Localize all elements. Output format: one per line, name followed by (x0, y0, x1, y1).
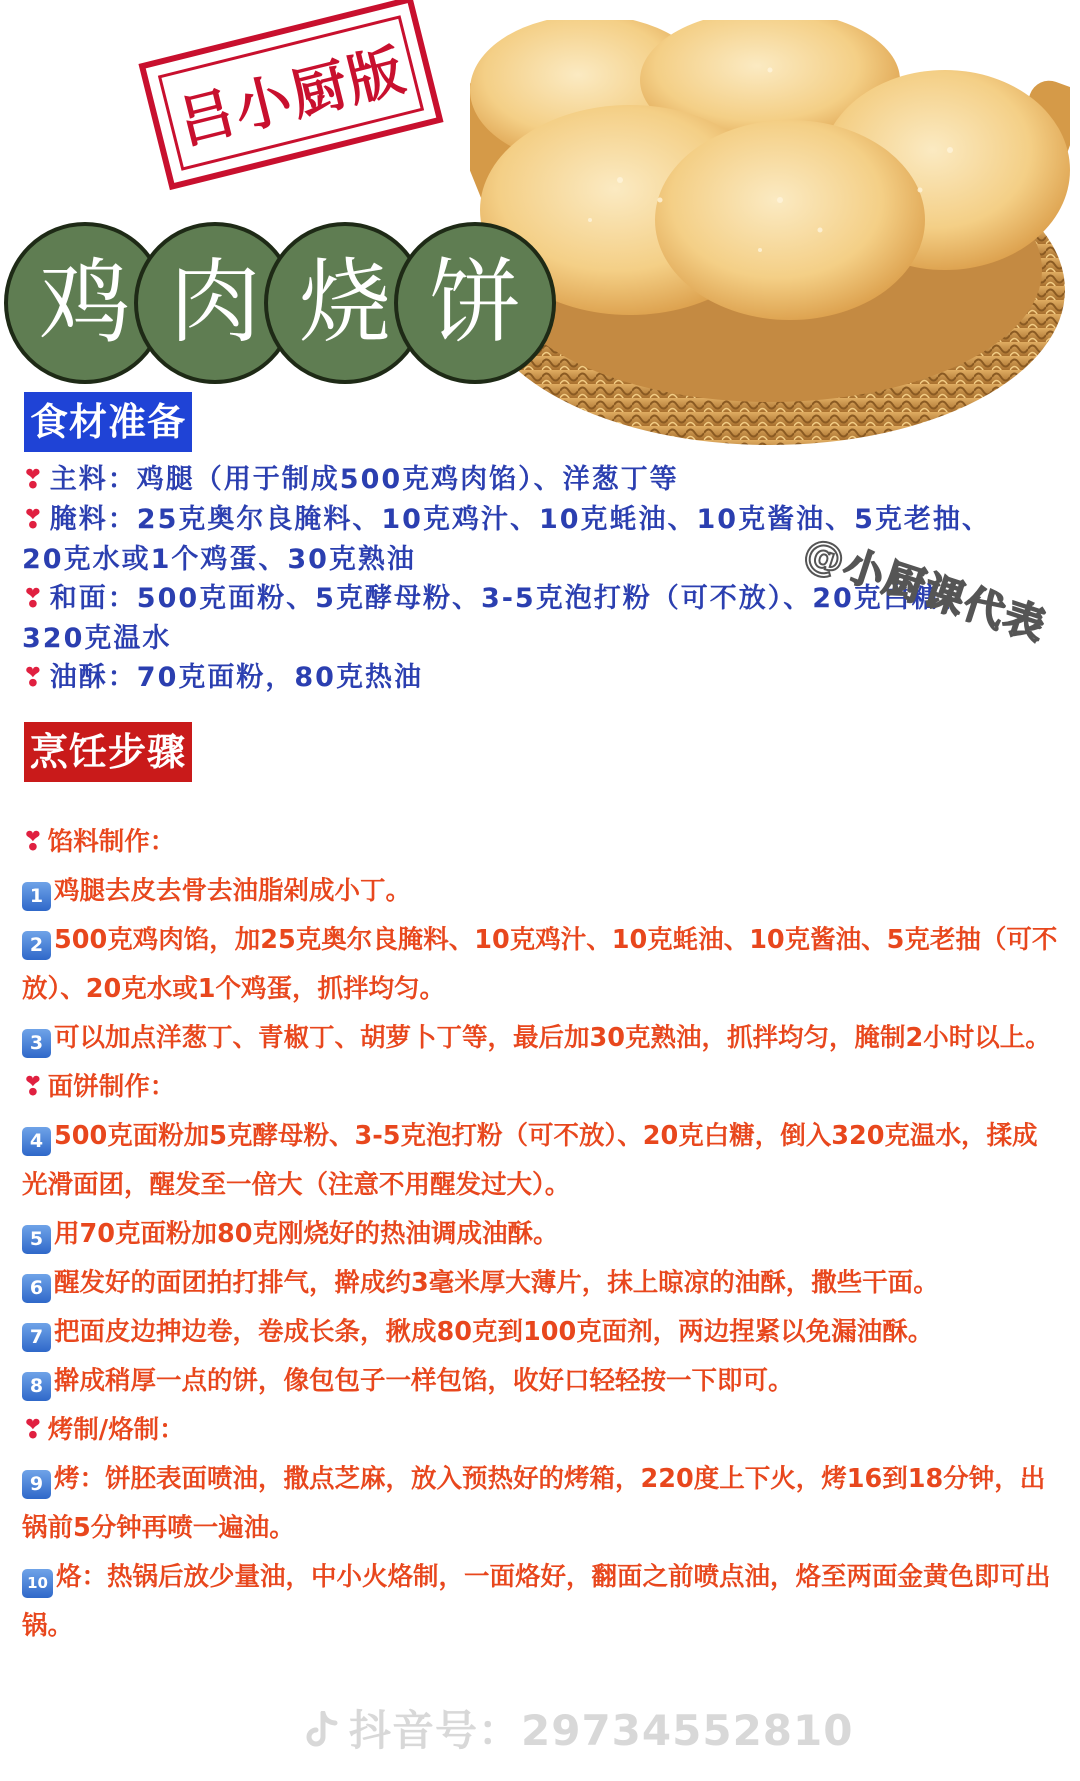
title-circle-3: 烧 (264, 222, 426, 384)
step-item: 4 500克面粉加5克酵母粉、3-5克泡打粉（可不放）、20克白糖，倒入320克温水，揉成光滑面团，醒发至一倍大（注意不用醒发过大）。 (22, 1121, 1038, 1200)
douyin-icon (305, 1711, 339, 1751)
heart-icon: ❣ (22, 663, 46, 693)
number-2-icon: 2 (22, 931, 51, 960)
step-item: 2 500克鸡肉馅，加25克奥尔良腌料、10克鸡汁、10克蚝油、10克酱油、5克老抽（可不放）、20克水或1个鸡蛋，抓拌均匀。 (22, 925, 1058, 1004)
number-5-icon: 5 (22, 1225, 51, 1254)
author-watermark: @小厨课代表 (797, 529, 1052, 651)
title-circle-1: 鸡 (4, 222, 166, 384)
brand-stamp (138, 0, 443, 190)
ingredient-item: ❣ 和面：500克面粉、5克酵母粉、3-5克泡打粉（可不放）、20克白糖、320克温水 (22, 583, 970, 654)
step-item: 10 烙：热锅后放少量油，中小火烙制，一面烙好，翻面之前喷点油，烙至两面金黄色即可出锅。 (22, 1562, 1051, 1641)
heart-icon: ❣ (22, 505, 46, 535)
step-item: 1 鸡腿去皮去骨去油脂剁成小丁。 (22, 867, 1062, 916)
number-6-icon: 6 (22, 1274, 51, 1303)
step-item: 7 把面皮边抻边卷，卷成长条，揪成80克到100克面剂，两边捏紧以免漏油酥。 (22, 1308, 1062, 1357)
bake-subheader: ❣ 烤制/烙制： (22, 1415, 185, 1445)
steps-list (22, 818, 1062, 1651)
stamp-text: 吕小厨版 (171, 37, 413, 157)
number-10-icon: 10 (22, 1569, 53, 1598)
heart-icon: ❣ (22, 1415, 44, 1445)
ingredient-item: ❣ 主料：鸡腿（用于制成500克鸡肉馅）、洋葱丁等 (22, 464, 679, 495)
title-circle-4: 饼 (394, 222, 556, 384)
number-4-icon: 4 (22, 1127, 51, 1156)
number-3-icon: 3 (22, 1029, 51, 1058)
number-9-icon: 9 (22, 1470, 51, 1499)
number-8-icon: 8 (22, 1372, 51, 1401)
number-7-icon: 7 (22, 1323, 51, 1352)
ingredients-header: 食材准备 (24, 392, 192, 452)
ingredient-item: ❣ 腌料：25克奥尔良腌料、10克鸡汁、10克蚝油、10克酱油、5克老抽、20克水或1个鸡蛋、30克熟油 (22, 504, 991, 575)
filling-subheader: ❣ 馅料制作： (22, 827, 176, 857)
douyin-watermark: 抖音号：29734552810 (305, 1698, 853, 1758)
ingredient-item: ❣ 油酥：70克面粉，80克热油 (22, 662, 423, 693)
page-title (4, 222, 564, 384)
step-item: 6 醒发好的面团拍打排气，擀成约3毫米厚大薄片，抹上晾凉的油酥，撒些干面。 (22, 1259, 1062, 1308)
number-1-icon: 1 (22, 882, 51, 911)
heart-icon: ❣ (22, 465, 46, 495)
step-item: 8 擀成稍厚一点的饼，像包包子一样包馅，收好口轻轻按一下即可。 (22, 1357, 1062, 1406)
heart-icon: ❣ (22, 584, 46, 614)
step-item: 9 烤：饼胚表面喷油，撒点芝麻，放入预热好的烤箱，220度上下火，烤16到18分钟，出锅前5分钟再喷一遍油。 (22, 1464, 1046, 1543)
step-item: 5 用70克面粉加80克刚烧好的热油调成油酥。 (22, 1210, 1062, 1259)
heart-icon: ❣ (22, 1072, 44, 1102)
steps-header: 烹饪步骤 (24, 722, 192, 782)
dough-subheader: ❣ 面饼制作： (22, 1072, 176, 1102)
heart-icon: ❣ (22, 827, 44, 857)
title-circle-2: 肉 (134, 222, 296, 384)
step-item: 3 可以加点洋葱丁、青椒丁、胡萝卜丁等，最后加30克熟油，抓拌均匀，腌制2小时以上。 (22, 1014, 1062, 1063)
